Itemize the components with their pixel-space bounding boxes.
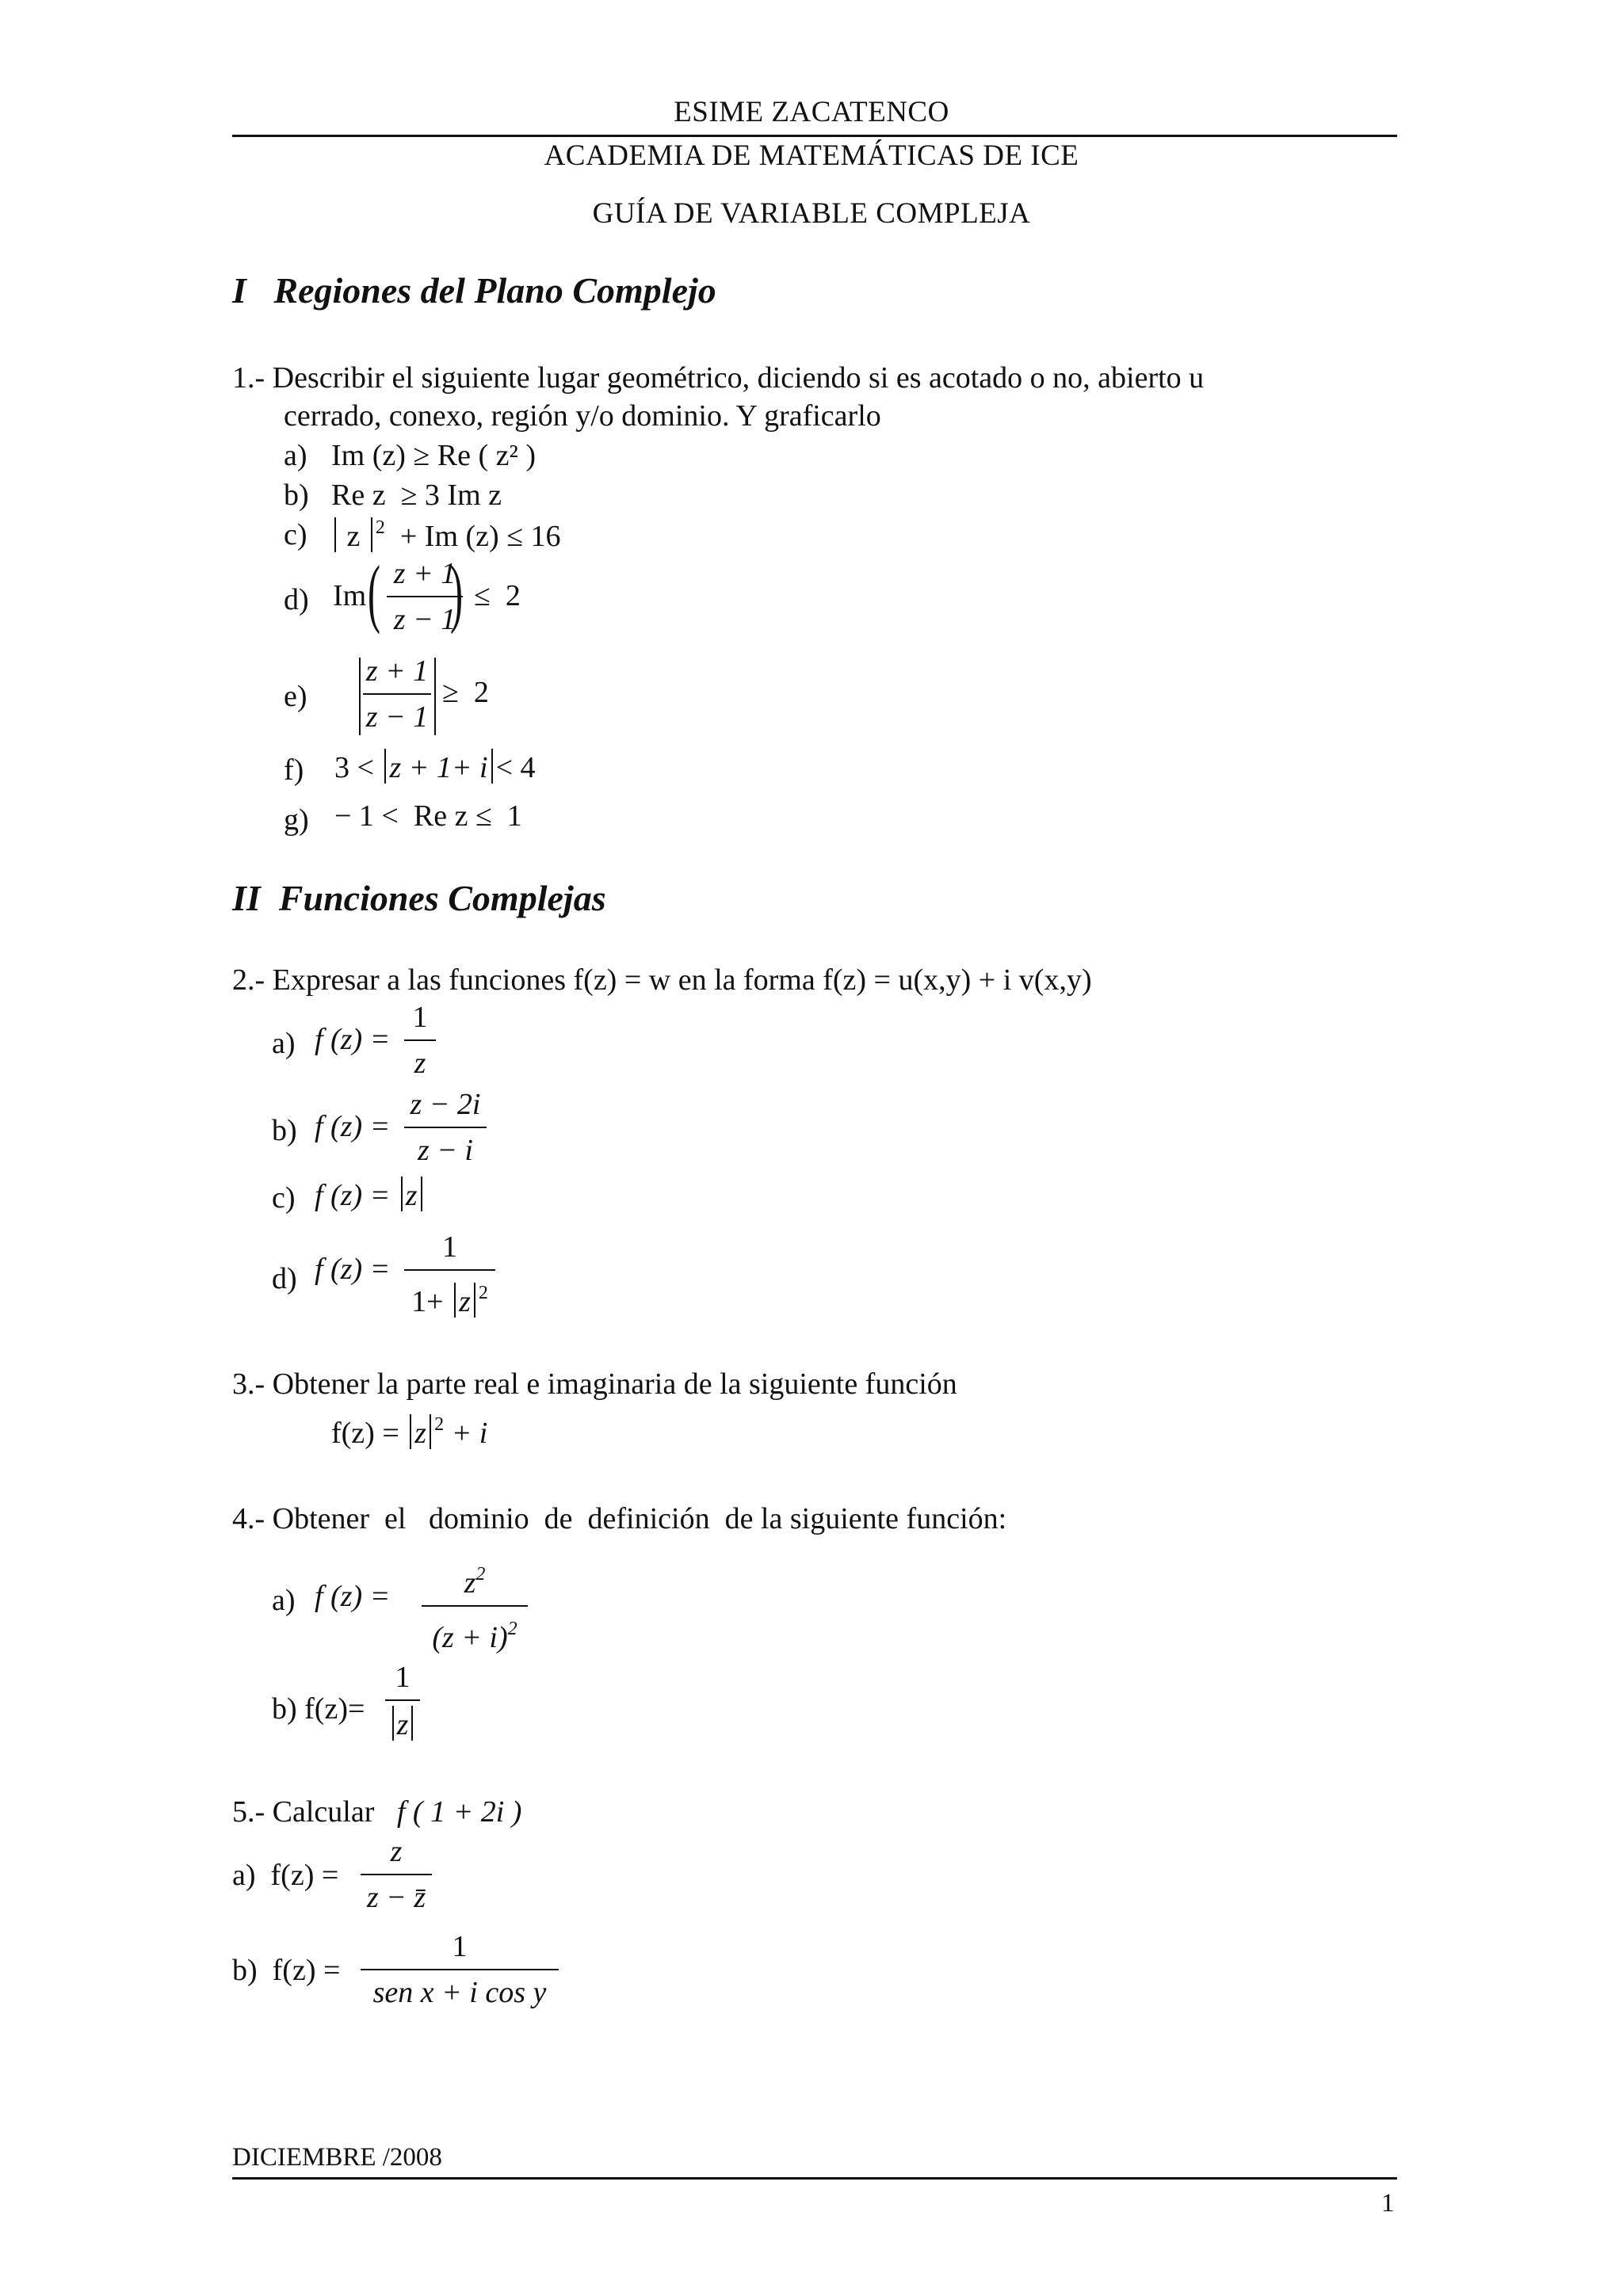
item-2c-label: c) <box>272 1181 296 1215</box>
item-4b-fraction: 1 z <box>385 1660 420 1742</box>
item-1f-expr: 3 < z + 1+ i < 4 <box>334 749 536 785</box>
section-2-title: II Funciones Complejas <box>232 878 606 918</box>
item-1a-expr: Im (z) ≥ Re ( z² ) <box>331 439 537 472</box>
abs-bar-left <box>359 658 361 735</box>
item-4a-fraction: $z^2$ $(z + i)^2$ <box>422 1557 528 1655</box>
item-2a-lhs: f (z) = <box>315 1023 391 1056</box>
guide-title: GUÍA DE VARIABLE COMPLEJA <box>592 197 1031 230</box>
question-2: 2.- Expresar a las funciones f(z) = w en la forma f(z) = u(x,y) + i v(x,y) <box>232 963 1092 997</box>
right-paren: ) <box>449 550 463 635</box>
item-2b-label: b) <box>272 1114 297 1147</box>
item-5b-lhs: b) f(z) = <box>232 1954 341 1987</box>
item-2d-lhs: f (z) = <box>315 1253 391 1286</box>
item-2c-expr: f (z) = z <box>315 1177 426 1213</box>
item-1c-label: c) <box>284 518 307 551</box>
item-1e-label: e) <box>284 680 307 713</box>
item-1d-fraction: z + 1 z − 1 <box>387 556 463 637</box>
item-4a-label: a) <box>272 1584 296 1617</box>
footer-date: DICIEMBRE /2008 <box>232 2143 442 2172</box>
item-2d-label: d) <box>272 1262 297 1295</box>
item-1d-relation: ≤ 2 <box>474 579 521 612</box>
header-school: ESIME ZACATENCO <box>674 96 949 128</box>
item-4b-lhs: b) f(z)= <box>272 1692 365 1726</box>
item-1b-expr: Re z ≥ 3 Im z <box>331 479 502 512</box>
question-5: 5.- Calcular f ( 1 + 2i ) <box>232 1795 522 1829</box>
item-1e-relation: ≥ 2 <box>442 676 489 709</box>
item-4a-lhs: f (z) = <box>315 1580 391 1613</box>
item-2d-fraction: 1 1+ z $^2$ <box>404 1230 495 1319</box>
item-1c-expr: z $^2$ + Im (z) ≤ 16 <box>331 517 561 554</box>
item-5a-fraction: z z − z̄ <box>361 1834 432 1915</box>
item-2a-label: a) <box>272 1027 296 1060</box>
item-5b-fraction: 1 sen x + i cos y <box>361 1929 559 2010</box>
header-academy: ACADEMIA DE MATEMÁTICAS DE ICE <box>544 139 1079 172</box>
question-3-expr: f(z) = z $^2$ + i <box>331 1414 488 1450</box>
item-1a-label: a) <box>284 439 307 472</box>
section-1-title: I Regiones del Plano Complejo <box>232 270 716 311</box>
item-2b-fraction: z − 2i z − i <box>404 1087 487 1168</box>
abs-bar-right <box>434 658 436 735</box>
question-1-line-2: cerrado, conexo, región y/o dominio. Y graficarlo <box>284 399 881 433</box>
item-1e-fraction: z + 1 z − 1 <box>363 654 431 734</box>
left-paren: ( <box>367 550 380 635</box>
item-1g-label: g) <box>284 803 309 837</box>
header-rule <box>232 135 1397 137</box>
item-2a-fraction: 1 z <box>404 1000 436 1081</box>
item-1g-expr: − 1 < Re z ≤ 1 <box>334 799 522 833</box>
item-1b-label: b) <box>284 479 309 512</box>
question-1-line-1: 1.- Describir el siguiente lugar geométrico, diciendo si es acotado o no, abierto u <box>232 361 1205 395</box>
question-4: 4.- Obtener el dominio de definición de la siguiente función: <box>232 1502 1007 1535</box>
page-number: 1 <box>1381 2189 1395 2218</box>
item-5a-lhs: a) f(z) = <box>232 1859 339 1892</box>
item-1d-prefix: Im <box>333 579 367 612</box>
item-2b-lhs: f (z) = <box>315 1110 391 1143</box>
footer-rule <box>232 2177 1397 2180</box>
question-3: 3.- Obtener la parte real e imaginaria de la siguiente función <box>232 1367 957 1401</box>
item-1f-label: f) <box>284 753 304 787</box>
item-1d-label: d) <box>284 583 309 616</box>
